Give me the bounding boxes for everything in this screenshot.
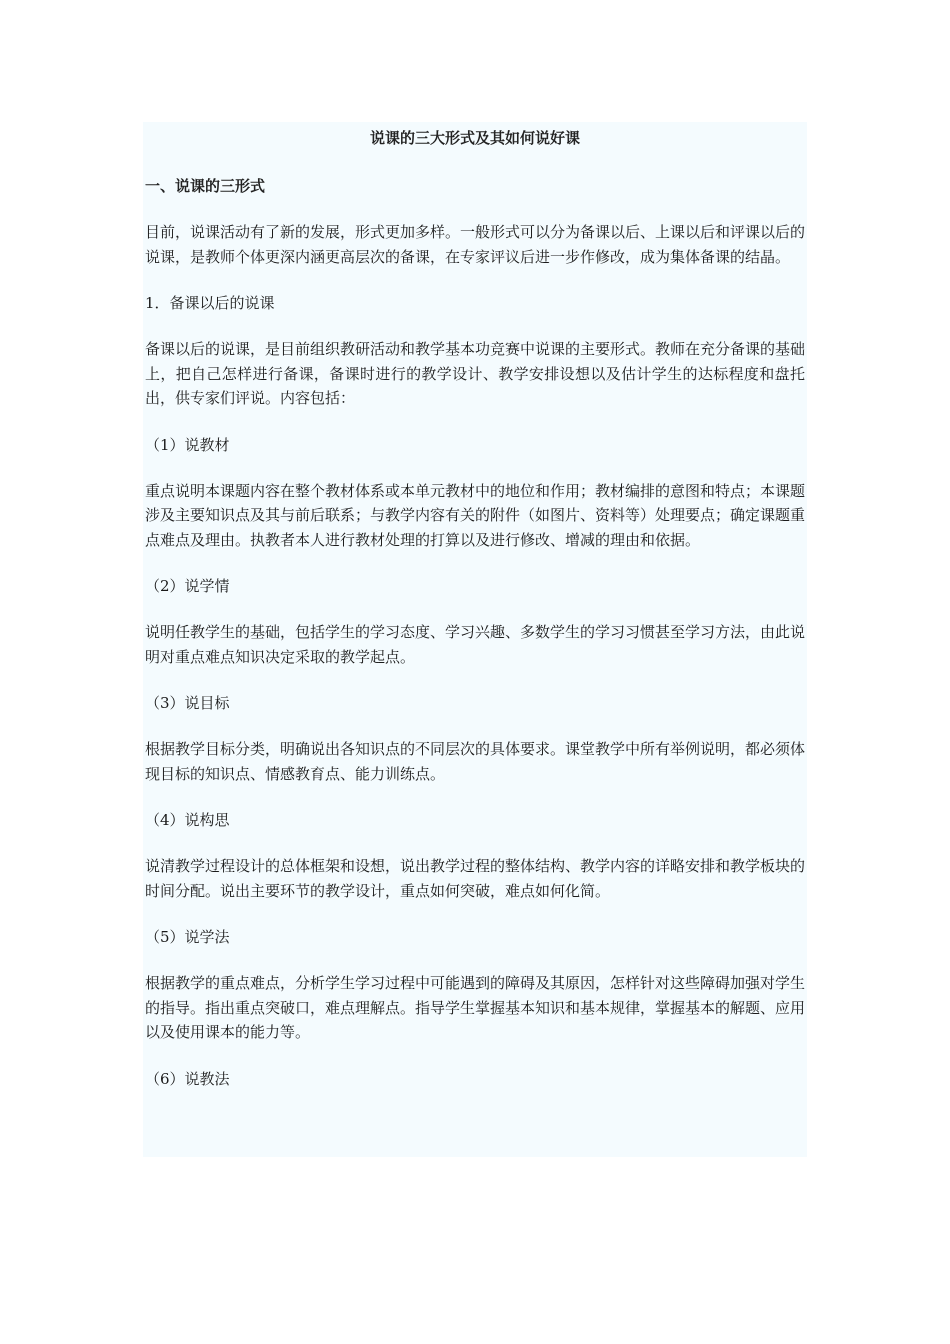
subsection-label: 1．备课以后的说课 xyxy=(145,294,275,312)
paragraph: 说清教学过程设计的总体框架和设想，说出教学过程的整体结构、教学内容的详略安排和教学板块的时间分配。说出主要环节的教学设计，重点如何突破，难点如何化简。 xyxy=(145,857,806,900)
document-body xyxy=(143,122,807,1157)
subsection-label: （2）说学情 xyxy=(145,577,230,595)
subsection-label: （5）说学法 xyxy=(145,928,230,946)
paragraph: 目前，说课活动有了新的发展，形式更加多样。一般形式可以分为备课以后、上课以后和评课以后的说课，是教师个体更深内涵更高层次的备课，在专家评议后进一步作修改，成为集体备课的结晶。 xyxy=(145,223,806,266)
subsection-label: （1）说教材 xyxy=(145,435,230,454)
paragraph: 根据教学目标分类，明确说出各知识点的不同层次的具体要求。课堂教学中所有举例说明，都必须体现目标的知识点、情感教育点、能力训练点。 xyxy=(145,740,806,783)
paragraph: 说明任教学生的基础，包括学生的学习态度、学习兴趣、多数学生的学习习惯甚至学习方法，由此说明对重点难点知识决定采取的教学起点。 xyxy=(145,623,806,666)
subsection-label: （3）说目标 xyxy=(145,694,230,712)
section-heading: 一、说课的三形式 xyxy=(145,177,266,195)
subsection-label: （4）说构思 xyxy=(145,811,230,829)
document-title: 说课的三大形式及其如何说好课 xyxy=(369,129,580,147)
paragraph: 备课以后的说课，是目前组织教研活动和教学基本功竞赛中说课的主要形式。教师在充分备课的基础上，把自己怎样进行备课，备课时进行的教学设计、教学安排设想以及估计学生的达标程度和盘托出，供专家们评说。内容包括： xyxy=(145,340,806,407)
subsection-label: （6）说教法 xyxy=(145,1069,230,1088)
paragraph: 重点说明本课题内容在整个教材体系或本单元教材中的地位和作用；教材编排的意图和特点；本课题涉及主要知识点及其与前后联系；与教学内容有关的附件（如图片、资料等）处理要点；确定课题重点难点及理由。执教者本人进行教材处理的打算以及进行修改、增减的理由和依据。 xyxy=(145,481,806,549)
paragraph: 根据教学的重点难点，分析学生学习过程中可能遇到的障碍及其原因，怎样针对这些障碍加强对学生的指导。指出重点突破口，难点理解点。指导学生掌握基本知识和基本规律，掌握基本的解题、应用以及使用课本的能力等。 xyxy=(145,974,806,1041)
